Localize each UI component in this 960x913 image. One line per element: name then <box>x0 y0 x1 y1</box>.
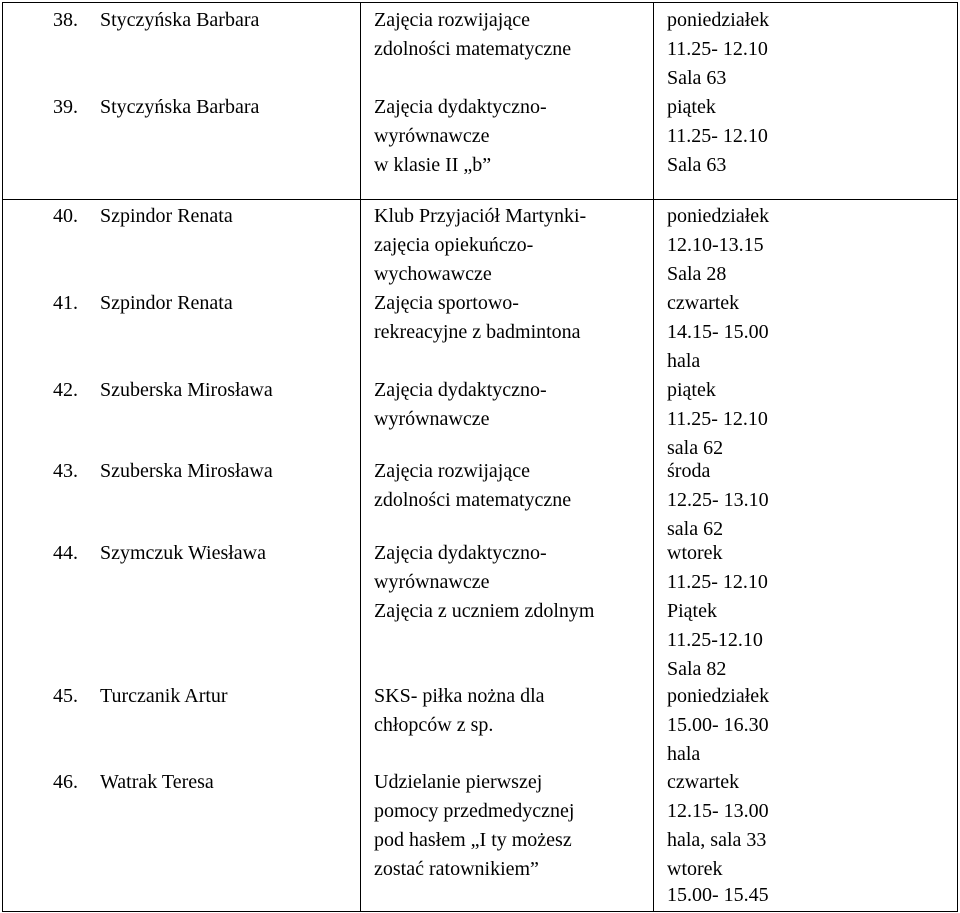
activity-line: SKS- piłka nożna dla <box>374 685 545 707</box>
row-number: 45. <box>53 685 78 707</box>
schedule-line: środa <box>667 460 711 482</box>
teacher-name: Szuberska Mirosława <box>100 460 273 482</box>
schedule-line: 11.25- 12.10 <box>667 125 768 147</box>
teacher-name: Szpindor Renata <box>100 205 233 227</box>
schedule-line: Piątek <box>667 600 717 622</box>
teacher-name: Styczyńska Barbara <box>100 96 260 118</box>
activity-line: wyrównawcze <box>374 571 490 593</box>
activity-line: Udzielanie pierwszej <box>374 771 543 793</box>
schedule-line: hala <box>667 350 701 372</box>
activity-line: Zajęcia sportowo- <box>374 292 519 314</box>
schedule-cell <box>654 3 958 200</box>
activity-line: Zajęcia rozwijające <box>374 460 530 482</box>
activity-line: Klub Przyjaciół Martynki- <box>374 205 587 227</box>
schedule-line: czwartek <box>667 292 740 314</box>
schedule-line: piątek <box>667 96 716 118</box>
schedule-line: wtorek <box>667 858 723 880</box>
schedule-line: 15.00- 15.45 <box>667 884 769 906</box>
schedule-line: wtorek <box>667 542 723 564</box>
schedule-cell <box>654 200 958 912</box>
table-row-38-39 <box>3 3 958 200</box>
schedule-line: sala 62 <box>667 518 724 540</box>
teacher-name: Szymczuk Wiesława <box>100 542 266 564</box>
row-number: 41. <box>53 292 78 314</box>
schedule-line: poniedziałek <box>667 205 770 227</box>
activity-line: Zajęcia rozwijające <box>374 9 530 31</box>
schedule-line: Sala 63 <box>667 154 727 176</box>
activity-line: Zajęcia dydaktyczno- <box>374 542 547 564</box>
schedule-line: 11.25-12.10 <box>667 629 763 651</box>
row-number: 44. <box>53 542 78 564</box>
schedule-line: 12.25- 13.10 <box>667 489 769 511</box>
row-number: 40. <box>53 205 78 227</box>
activity-line: zostać ratownikiem” <box>374 858 539 880</box>
schedule-line: czwartek <box>667 771 740 793</box>
activity-line: pomocy przedmedycznej <box>374 800 575 822</box>
activity-line: Zajęcia dydaktyczno- <box>374 96 547 118</box>
schedule-line: sala 62 <box>667 437 724 459</box>
schedule-table <box>2 2 958 912</box>
row-number: 39. <box>53 96 78 118</box>
schedule-line: 14.15- 15.00 <box>667 321 769 343</box>
activity-line: zdolności matematyczne <box>374 38 572 60</box>
activity-line: Zajęcia dydaktyczno- <box>374 379 547 401</box>
schedule-line: Sala 28 <box>667 263 727 285</box>
schedule-line: piątek <box>667 379 716 401</box>
teacher-name: Styczyńska Barbara <box>100 9 260 31</box>
row-number: 42. <box>53 379 78 401</box>
activity-cell <box>361 200 654 912</box>
teacher-name: Watrak Teresa <box>100 771 214 793</box>
schedule-line: 11.25- 12.10 <box>667 38 768 60</box>
activity-line: wyrównawcze <box>374 408 490 430</box>
activity-line: chłopców z sp. <box>374 714 494 736</box>
schedule-line: hala, sala 33 <box>667 829 767 851</box>
schedule-line: poniedziałek <box>667 685 770 707</box>
schedule-line: 12.10-13.15 <box>667 234 764 256</box>
table-row-40-46 <box>3 200 958 912</box>
teacher-name: Szuberska Mirosława <box>100 379 273 401</box>
schedule-line: 11.25- 12.10 <box>667 571 768 593</box>
activity-line: wyrównawcze <box>374 125 490 147</box>
activity-line: zajęcia opiekuńczo- <box>374 234 534 256</box>
teacher-name: Turczanik Artur <box>100 685 228 707</box>
activity-line: w klasie II „b” <box>374 154 492 176</box>
row-number: 38. <box>53 9 78 31</box>
schedule-line: 11.25- 12.10 <box>667 408 768 430</box>
teacher-cell <box>3 3 361 200</box>
schedule-line: 15.00- 16.30 <box>667 714 769 736</box>
activity-line: Zajęcia z uczniem zdolnym <box>374 600 595 622</box>
schedule-line: poniedziałek <box>667 9 770 31</box>
activity-line: zdolności matematyczne <box>374 489 572 511</box>
schedule-line: Sala 82 <box>667 658 727 680</box>
schedule-line: Sala 63 <box>667 67 727 89</box>
activity-line: wychowawcze <box>374 263 492 285</box>
activity-line: pod hasłem „I ty możesz <box>374 829 572 851</box>
schedule-line: 12.15- 13.00 <box>667 800 769 822</box>
teacher-name: Szpindor Renata <box>100 292 233 314</box>
schedule-line: hala <box>667 743 701 765</box>
activity-line: rekreacyjne z badmintona <box>374 321 581 343</box>
row-number: 46. <box>53 771 78 793</box>
activity-cell <box>361 3 654 200</box>
teacher-cell <box>3 200 361 912</box>
row-number: 43. <box>53 460 78 482</box>
